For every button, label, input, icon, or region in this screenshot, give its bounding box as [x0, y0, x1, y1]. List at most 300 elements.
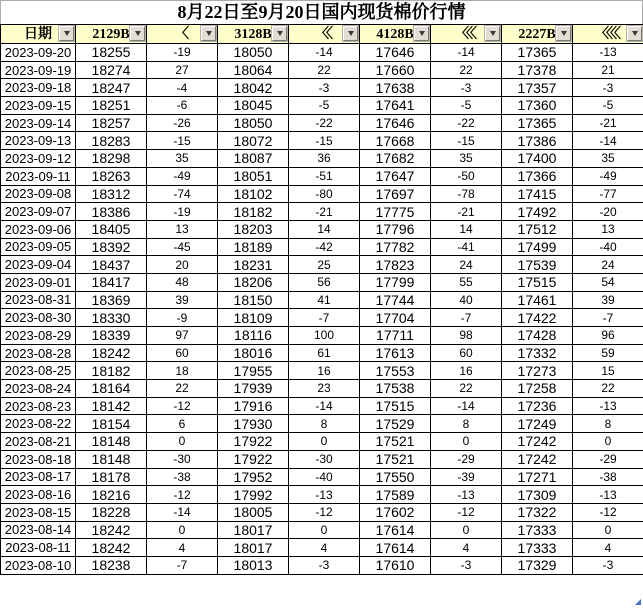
price-cell[interactable]: 18109 [218, 309, 289, 327]
change-cell[interactable]: -38 [573, 468, 643, 486]
change-cell[interactable]: 8 [431, 415, 502, 433]
col-header-3128b[interactable] [218, 25, 289, 44]
date-cell[interactable]: 2023-09-07 [1, 203, 76, 221]
col-header-4128b[interactable] [360, 25, 431, 44]
price-cell[interactable]: 18242 [76, 539, 147, 557]
price-cell[interactable]: 18182 [76, 362, 147, 380]
change-cell[interactable]: 25 [289, 256, 360, 274]
change-cell[interactable]: 61 [289, 344, 360, 362]
price-cell[interactable]: 17704 [360, 309, 431, 327]
change-cell[interactable]: 60 [431, 344, 502, 362]
change-cell[interactable]: -15 [431, 132, 502, 150]
change-cell[interactable]: -20 [573, 203, 643, 221]
change-cell[interactable]: -6 [147, 97, 218, 115]
change-cell[interactable]: 22 [431, 380, 502, 398]
price-cell[interactable]: 18283 [76, 132, 147, 150]
change-cell[interactable]: 55 [431, 273, 502, 291]
col-header-change-1-label: 〈 [175, 26, 186, 42]
price-cell[interactable]: 18255 [76, 44, 147, 62]
date-cell[interactable]: 2023-08-31 [1, 291, 76, 309]
filter-dropdown-button[interactable] [272, 26, 287, 41]
price-cell[interactable]: 17499 [502, 238, 573, 256]
change-cell[interactable]: -7 [147, 556, 218, 574]
price-cell[interactable]: 17309 [502, 486, 573, 504]
change-cell[interactable]: 18 [147, 362, 218, 380]
change-cell[interactable]: -49 [573, 167, 643, 185]
price-cell[interactable]: 18087 [218, 150, 289, 168]
change-cell[interactable]: -80 [289, 185, 360, 203]
price-cell[interactable]: 17515 [360, 397, 431, 415]
filter-dropdown-button[interactable] [130, 26, 145, 41]
change-cell[interactable]: 21 [573, 61, 643, 79]
price-cell[interactable]: 18072 [218, 132, 289, 150]
change-cell[interactable]: 24 [573, 256, 643, 274]
change-cell[interactable]: -12 [289, 503, 360, 521]
price-cell[interactable]: 17400 [502, 150, 573, 168]
price-cell[interactable]: 18228 [76, 503, 147, 521]
date-cell[interactable]: 2023-08-15 [1, 503, 76, 521]
change-cell[interactable]: -22 [431, 114, 502, 132]
price-cell[interactable]: 18045 [218, 97, 289, 115]
change-cell[interactable]: 8 [573, 415, 643, 433]
price-cell[interactable]: 18154 [76, 415, 147, 433]
chevron-down-icon [64, 31, 70, 36]
price-cell[interactable]: 17602 [360, 503, 431, 521]
price-cell[interactable]: 18274 [76, 61, 147, 79]
change-cell[interactable]: -40 [289, 468, 360, 486]
price-cell[interactable]: 17422 [502, 309, 573, 327]
filter-dropdown-button[interactable] [627, 26, 642, 41]
date-cell[interactable]: 2023-09-04 [1, 256, 76, 274]
price-cell[interactable]: 17922 [218, 450, 289, 468]
change-cell[interactable]: -12 [431, 503, 502, 521]
price-cell[interactable]: 18251 [76, 97, 147, 115]
change-cell[interactable]: -12 [573, 503, 643, 521]
date-cell[interactable]: 2023-08-18 [1, 450, 76, 468]
table-row [1, 79, 643, 97]
change-cell[interactable]: -12 [147, 397, 218, 415]
change-cell[interactable]: 22 [147, 380, 218, 398]
change-cell[interactable]: -38 [147, 468, 218, 486]
filter-dropdown-button[interactable] [556, 26, 571, 41]
price-cell[interactable]: 17492 [502, 203, 573, 221]
price-cell[interactable]: 17939 [218, 380, 289, 398]
change-cell[interactable]: 23 [289, 380, 360, 398]
table-row [1, 132, 643, 150]
price-cell[interactable]: 18339 [76, 327, 147, 345]
change-cell[interactable]: 40 [431, 291, 502, 309]
change-cell[interactable]: -21 [289, 203, 360, 221]
col-header-change-2[interactable] [289, 25, 360, 44]
price-cell[interactable]: 17744 [360, 291, 431, 309]
price-cell[interactable]: 17614 [360, 521, 431, 539]
change-cell[interactable]: -29 [431, 450, 502, 468]
price-cell[interactable]: 17271 [502, 468, 573, 486]
change-cell[interactable]: 41 [289, 291, 360, 309]
price-cell[interactable]: 17646 [360, 44, 431, 62]
change-cell[interactable]: -74 [147, 185, 218, 203]
change-cell[interactable]: -5 [289, 97, 360, 115]
date-cell[interactable]: 2023-08-25 [1, 362, 76, 380]
change-cell[interactable]: 36 [289, 150, 360, 168]
price-cell[interactable]: 17539 [502, 256, 573, 274]
change-cell[interactable]: 56 [289, 273, 360, 291]
price-cell[interactable]: 18148 [76, 450, 147, 468]
price-cell[interactable]: 17641 [360, 97, 431, 115]
date-cell[interactable]: 2023-08-14 [1, 521, 76, 539]
change-cell[interactable]: 39 [573, 291, 643, 309]
change-cell[interactable]: -14 [289, 397, 360, 415]
date-cell[interactable]: 2023-08-11 [1, 539, 76, 557]
price-cell[interactable]: 17647 [360, 167, 431, 185]
price-cell[interactable]: 17916 [218, 397, 289, 415]
price-cell[interactable]: 18016 [218, 344, 289, 362]
change-cell[interactable]: 0 [573, 433, 643, 451]
price-cell[interactable]: 17366 [502, 167, 573, 185]
change-cell[interactable]: 54 [573, 273, 643, 291]
change-cell[interactable]: -7 [573, 309, 643, 327]
price-cell[interactable]: 17360 [502, 97, 573, 115]
change-cell[interactable]: 0 [147, 521, 218, 539]
col-header-date[interactable] [1, 25, 76, 44]
date-cell[interactable]: 2023-09-08 [1, 185, 76, 203]
change-cell[interactable]: -21 [573, 114, 643, 132]
change-cell[interactable]: -15 [289, 132, 360, 150]
price-cell[interactable]: 18242 [76, 521, 147, 539]
change-cell[interactable]: -78 [431, 185, 502, 203]
change-cell[interactable]: 22 [289, 61, 360, 79]
date-cell[interactable]: 2023-08-29 [1, 327, 76, 345]
change-cell[interactable]: 0 [289, 433, 360, 451]
price-cell[interactable]: 17529 [360, 415, 431, 433]
price-cell[interactable]: 18231 [218, 256, 289, 274]
date-cell[interactable]: 2023-09-19 [1, 61, 76, 79]
filter-dropdown-button[interactable] [414, 26, 429, 41]
change-cell[interactable]: -3 [573, 556, 643, 574]
change-cell[interactable]: -13 [573, 397, 643, 415]
change-cell[interactable]: 35 [431, 150, 502, 168]
price-cell[interactable]: 17521 [360, 433, 431, 451]
change-cell[interactable]: -26 [147, 114, 218, 132]
change-cell[interactable]: -13 [573, 486, 643, 504]
date-cell[interactable]: 2023-09-12 [1, 150, 76, 168]
price-cell[interactable]: 17538 [360, 380, 431, 398]
change-cell[interactable]: 24 [431, 256, 502, 274]
change-cell[interactable]: -3 [289, 556, 360, 574]
col-header-change-4[interactable] [573, 25, 643, 44]
filter-dropdown-button[interactable] [201, 26, 216, 41]
change-cell[interactable]: -13 [431, 486, 502, 504]
filter-dropdown-button[interactable] [343, 26, 358, 41]
price-cell[interactable]: 17357 [502, 79, 573, 97]
price-cell[interactable]: 18242 [76, 344, 147, 362]
change-cell[interactable]: -7 [289, 309, 360, 327]
date-cell[interactable]: 2023-08-28 [1, 344, 76, 362]
change-cell[interactable]: 6 [147, 415, 218, 433]
date-cell[interactable]: 2023-08-30 [1, 309, 76, 327]
change-cell[interactable]: -3 [431, 556, 502, 574]
price-cell[interactable]: 17930 [218, 415, 289, 433]
price-cell[interactable]: 17610 [360, 556, 431, 574]
price-cell[interactable]: 18405 [76, 220, 147, 238]
change-cell[interactable]: -19 [147, 44, 218, 62]
change-cell[interactable]: 97 [147, 327, 218, 345]
price-cell[interactable]: 18247 [76, 79, 147, 97]
price-cell[interactable]: 17682 [360, 150, 431, 168]
price-cell[interactable]: 18064 [218, 61, 289, 79]
price-cell[interactable]: 17775 [360, 203, 431, 221]
col-header-change-1[interactable] [147, 25, 218, 44]
change-cell[interactable]: -13 [289, 486, 360, 504]
change-cell[interactable]: 35 [147, 150, 218, 168]
price-cell[interactable]: 17697 [360, 185, 431, 203]
change-cell[interactable]: -14 [573, 132, 643, 150]
change-cell[interactable]: -3 [573, 79, 643, 97]
price-cell[interactable]: 17992 [218, 486, 289, 504]
date-cell[interactable]: 2023-09-11 [1, 167, 76, 185]
price-cell[interactable]: 18017 [218, 521, 289, 539]
price-cell[interactable]: 18312 [76, 185, 147, 203]
price-cell[interactable]: 17550 [360, 468, 431, 486]
price-cell[interactable]: 18386 [76, 203, 147, 221]
price-cell[interactable]: 18263 [76, 167, 147, 185]
price-cell[interactable]: 18189 [218, 238, 289, 256]
price-cell[interactable]: 17512 [502, 220, 573, 238]
change-cell[interactable]: -42 [289, 238, 360, 256]
price-cell[interactable]: 18142 [76, 397, 147, 415]
change-cell[interactable]: -51 [289, 167, 360, 185]
price-cell[interactable]: 17415 [502, 185, 573, 203]
date-cell[interactable]: 2023-08-24 [1, 380, 76, 398]
price-cell[interactable]: 17553 [360, 362, 431, 380]
price-cell[interactable]: 17796 [360, 220, 431, 238]
price-cell[interactable]: 17614 [360, 539, 431, 557]
price-cell[interactable]: 18203 [218, 220, 289, 238]
date-cell[interactable]: 2023-08-23 [1, 397, 76, 415]
price-cell[interactable]: 18051 [218, 167, 289, 185]
price-cell[interactable]: 18102 [218, 185, 289, 203]
change-cell[interactable]: 20 [147, 256, 218, 274]
change-cell[interactable]: -14 [431, 397, 502, 415]
price-cell[interactable]: 17273 [502, 362, 573, 380]
price-cell[interactable]: 18417 [76, 273, 147, 291]
price-cell[interactable]: 17329 [502, 556, 573, 574]
change-cell[interactable]: -13 [573, 44, 643, 62]
table-row [1, 256, 643, 274]
price-cell[interactable]: 17333 [502, 539, 573, 557]
change-cell[interactable]: 48 [147, 273, 218, 291]
price-cell[interactable]: 17952 [218, 468, 289, 486]
price-cell[interactable]: 18216 [76, 486, 147, 504]
price-cell[interactable]: 18369 [76, 291, 147, 309]
table-row [1, 185, 643, 203]
price-cell[interactable]: 17660 [360, 61, 431, 79]
change-cell[interactable]: -49 [147, 167, 218, 185]
change-cell[interactable]: -22 [289, 114, 360, 132]
price-cell[interactable]: 18257 [76, 114, 147, 132]
price-cell[interactable]: 18050 [218, 114, 289, 132]
change-cell[interactable]: 0 [573, 521, 643, 539]
date-cell[interactable]: 2023-08-22 [1, 415, 76, 433]
change-cell[interactable]: -14 [289, 44, 360, 62]
change-cell[interactable]: 4 [147, 539, 218, 557]
change-cell[interactable]: 8 [289, 415, 360, 433]
col-header-2227b-label: 2227B [518, 26, 556, 42]
price-cell[interactable]: 17333 [502, 521, 573, 539]
price-cell[interactable]: 17378 [502, 61, 573, 79]
price-cell[interactable]: 17782 [360, 238, 431, 256]
price-cell[interactable]: 17589 [360, 486, 431, 504]
date-cell[interactable]: 2023-09-01 [1, 273, 76, 291]
change-cell[interactable]: -30 [147, 450, 218, 468]
date-cell[interactable]: 2023-08-10 [1, 556, 76, 574]
date-cell[interactable]: 2023-09-05 [1, 238, 76, 256]
change-cell[interactable]: -3 [289, 79, 360, 97]
price-cell[interactable]: 17258 [502, 380, 573, 398]
date-cell[interactable]: 2023-09-14 [1, 114, 76, 132]
price-cell[interactable]: 18150 [218, 291, 289, 309]
change-cell[interactable]: 16 [289, 362, 360, 380]
price-cell[interactable]: 17242 [502, 433, 573, 451]
price-cell[interactable]: 17236 [502, 397, 573, 415]
change-cell[interactable]: 0 [147, 433, 218, 451]
change-cell[interactable]: -9 [147, 309, 218, 327]
change-cell[interactable]: -39 [431, 468, 502, 486]
change-cell[interactable]: -77 [573, 185, 643, 203]
price-cell[interactable]: 17711 [360, 327, 431, 345]
price-cell[interactable]: 17955 [218, 362, 289, 380]
change-cell[interactable]: 4 [573, 539, 643, 557]
price-cell[interactable]: 17365 [502, 114, 573, 132]
price-cell[interactable]: 17515 [502, 273, 573, 291]
col-header-2129b[interactable] [76, 25, 147, 44]
price-cell[interactable]: 17386 [502, 132, 573, 150]
price-cell[interactable]: 18042 [218, 79, 289, 97]
price-cell[interactable]: 17613 [360, 344, 431, 362]
price-cell[interactable]: 18206 [218, 273, 289, 291]
change-cell[interactable]: -50 [431, 167, 502, 185]
price-cell[interactable]: 18050 [218, 44, 289, 62]
change-cell[interactable]: 35 [573, 150, 643, 168]
price-cell[interactable]: 18116 [218, 327, 289, 345]
date-cell[interactable]: 2023-08-17 [1, 468, 76, 486]
change-cell[interactable]: -3 [431, 79, 502, 97]
change-cell[interactable]: -14 [431, 44, 502, 62]
price-cell[interactable]: 17521 [360, 450, 431, 468]
price-cell[interactable]: 17322 [502, 503, 573, 521]
change-cell[interactable]: -45 [147, 238, 218, 256]
change-cell[interactable]: -5 [431, 97, 502, 115]
change-cell[interactable]: -5 [573, 97, 643, 115]
change-cell[interactable]: 15 [573, 362, 643, 380]
price-cell[interactable]: 17332 [502, 344, 573, 362]
change-cell[interactable]: 14 [431, 220, 502, 238]
date-cell[interactable]: 2023-09-06 [1, 220, 76, 238]
change-cell[interactable]: -14 [147, 503, 218, 521]
change-cell[interactable]: 4 [289, 539, 360, 557]
date-cell[interactable]: 2023-09-18 [1, 79, 76, 97]
price-cell[interactable]: 17668 [360, 132, 431, 150]
date-cell[interactable]: 2023-08-16 [1, 486, 76, 504]
date-cell[interactable]: 2023-08-21 [1, 433, 76, 451]
change-cell[interactable]: -12 [147, 486, 218, 504]
change-cell[interactable]: 13 [573, 220, 643, 238]
table-row [1, 150, 643, 168]
price-cell[interactable]: 18437 [76, 256, 147, 274]
price-cell[interactable]: 17638 [360, 79, 431, 97]
change-cell[interactable]: 4 [431, 539, 502, 557]
change-cell[interactable]: 60 [147, 344, 218, 362]
price-cell[interactable]: 18182 [218, 203, 289, 221]
change-cell[interactable]: 0 [431, 433, 502, 451]
date-cell[interactable]: 2023-09-13 [1, 132, 76, 150]
table-row [1, 486, 643, 504]
col-header-change-3[interactable] [431, 25, 502, 44]
change-cell[interactable]: 39 [147, 291, 218, 309]
chevron-down-icon [561, 31, 567, 36]
change-cell[interactable]: 27 [147, 61, 218, 79]
change-cell[interactable]: -4 [147, 79, 218, 97]
change-cell[interactable]: 22 [431, 61, 502, 79]
price-cell[interactable]: 17249 [502, 415, 573, 433]
change-cell[interactable]: -40 [573, 238, 643, 256]
filter-dropdown-button[interactable] [59, 26, 74, 41]
change-cell[interactable]: 96 [573, 327, 643, 345]
table-row [1, 468, 643, 486]
change-cell[interactable]: -30 [289, 450, 360, 468]
price-cell[interactable]: 18013 [218, 556, 289, 574]
price-cell[interactable]: 18148 [76, 433, 147, 451]
date-cell[interactable]: 2023-09-20 [1, 44, 76, 62]
price-cell[interactable]: 18164 [76, 380, 147, 398]
price-cell[interactable]: 18238 [76, 556, 147, 574]
change-cell[interactable]: 59 [573, 344, 643, 362]
date-cell[interactable]: 2023-09-15 [1, 97, 76, 115]
change-cell[interactable]: 22 [573, 380, 643, 398]
price-cell[interactable]: 17365 [502, 44, 573, 62]
price-cell[interactable]: 18005 [218, 503, 289, 521]
change-cell[interactable]: 98 [431, 327, 502, 345]
col-header-2227b[interactable] [502, 25, 573, 44]
change-cell[interactable]: -19 [147, 203, 218, 221]
change-cell[interactable]: -21 [431, 203, 502, 221]
change-cell[interactable]: 100 [289, 327, 360, 345]
price-cell[interactable]: 17799 [360, 273, 431, 291]
price-cell[interactable]: 17646 [360, 114, 431, 132]
price-cell[interactable]: 18178 [76, 468, 147, 486]
change-cell[interactable]: 0 [431, 521, 502, 539]
price-cell[interactable]: 18298 [76, 150, 147, 168]
change-cell[interactable]: -29 [573, 450, 643, 468]
price-cell[interactable]: 17922 [218, 433, 289, 451]
change-cell[interactable]: 13 [147, 220, 218, 238]
price-cell[interactable]: 18017 [218, 539, 289, 557]
change-cell[interactable]: 16 [431, 362, 502, 380]
change-cell[interactable]: -41 [431, 238, 502, 256]
table-row [1, 503, 643, 521]
change-cell[interactable]: 14 [289, 220, 360, 238]
price-cell[interactable]: 17823 [360, 256, 431, 274]
filter-dropdown-button[interactable] [485, 26, 500, 41]
change-cell[interactable]: -15 [147, 132, 218, 150]
change-cell[interactable]: 0 [289, 521, 360, 539]
price-cell[interactable]: 18330 [76, 309, 147, 327]
price-cell[interactable]: 18392 [76, 238, 147, 256]
price-cell[interactable]: 17428 [502, 327, 573, 345]
price-cell[interactable]: 17461 [502, 291, 573, 309]
change-cell[interactable]: -7 [431, 309, 502, 327]
price-cell[interactable]: 17242 [502, 450, 573, 468]
